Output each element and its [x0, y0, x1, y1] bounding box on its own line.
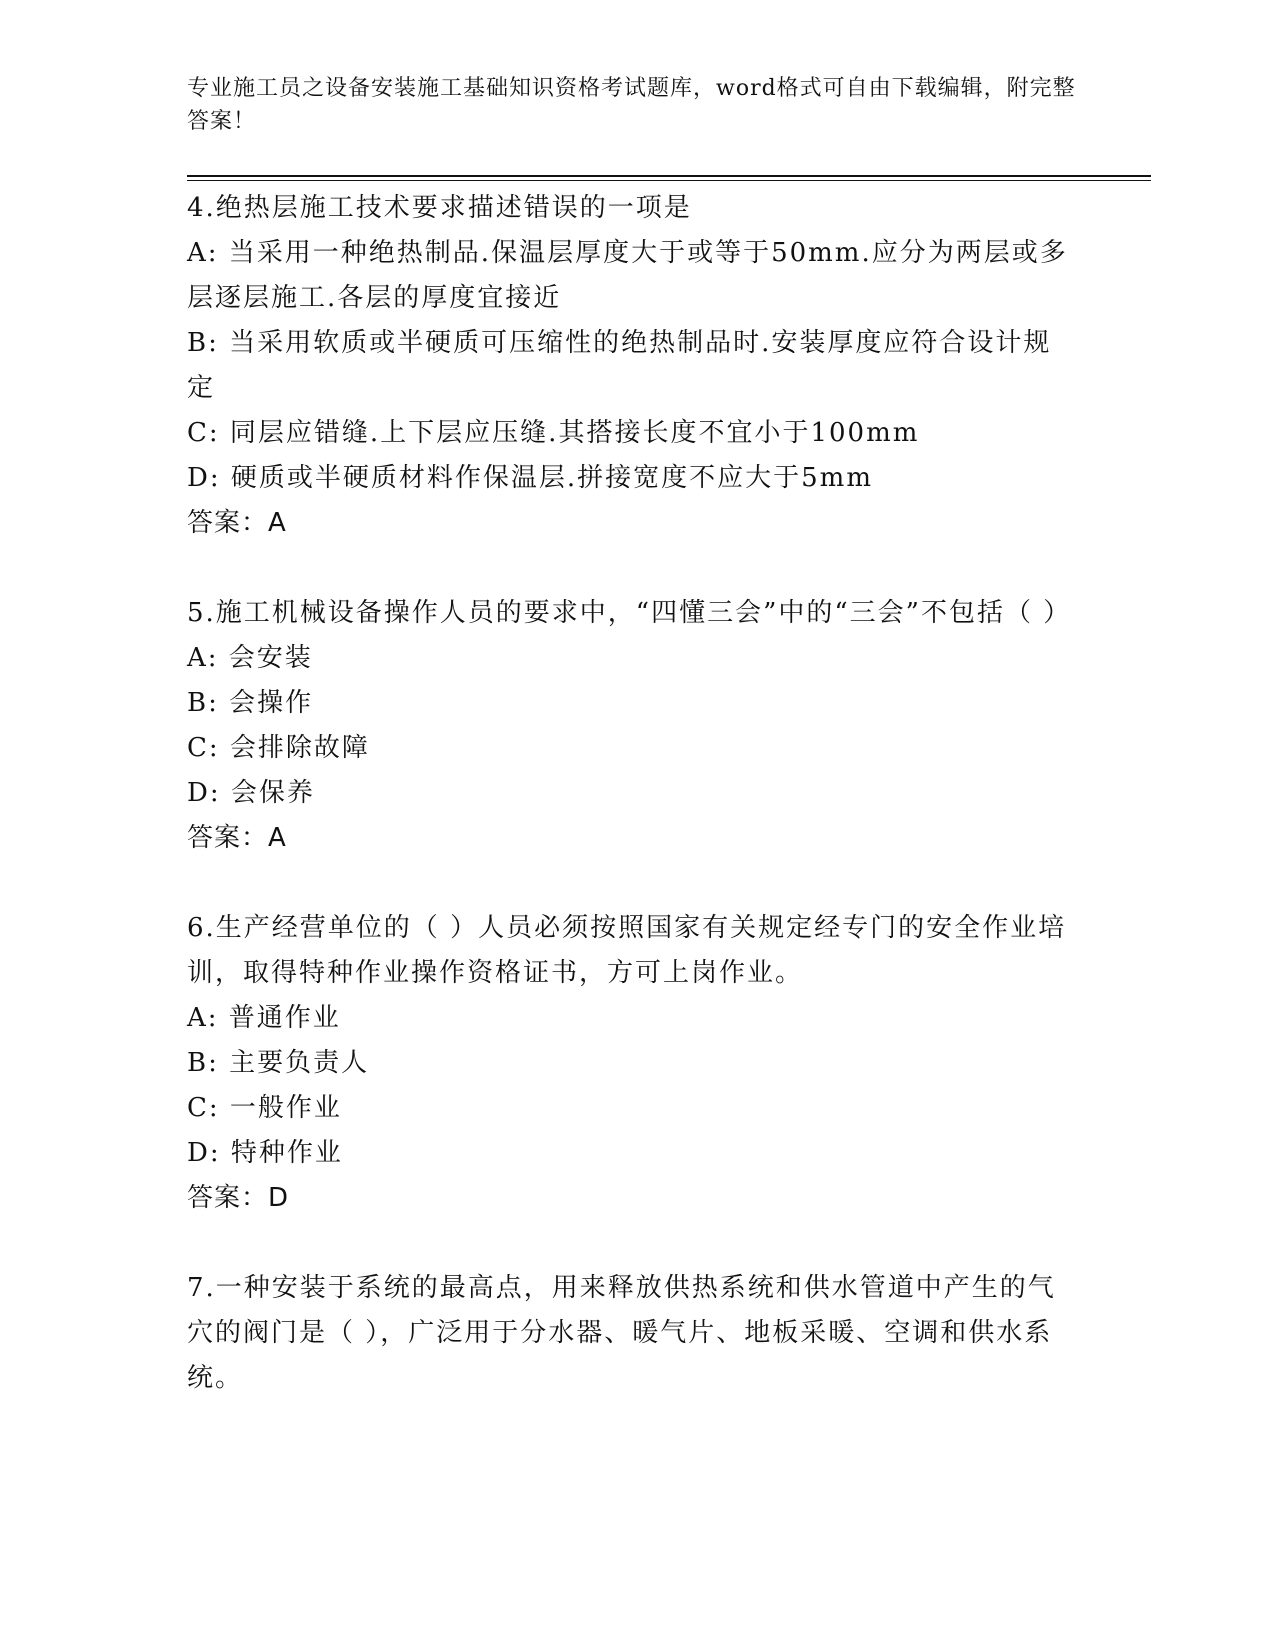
- option-a: A: 会安装: [187, 643, 313, 673]
- document-header: 专业施工员之设备安装施工基础知识资格考试题库，word格式可自由下载编辑，附完整答案！: [187, 76, 1076, 134]
- option-d: D: 特种作业: [187, 1138, 343, 1168]
- header-divider: [187, 175, 1151, 177]
- answer: 答案：A: [187, 823, 287, 853]
- question-stem: 4.绝热层施工技术要求描述错误的一项是: [187, 193, 692, 223]
- question-5: [187, 591, 1077, 861]
- question-list: [187, 186, 1077, 1401]
- question-7: [187, 1266, 1077, 1401]
- option-d: D: 会保养: [187, 778, 315, 808]
- option-a: A: 当采用一种绝热制品.保温层厚度大于或等于50mm.应分为两层或多层逐层施工.各层的厚度宜接近: [187, 238, 1068, 313]
- question-stem: 5.施工机械设备操作人员的要求中，“四懂三会”中的“三会”不包括（ ）: [187, 598, 1072, 628]
- option-c: C: 一般作业: [187, 1093, 342, 1123]
- option-b: B: 会操作: [187, 688, 314, 718]
- option-b: B: 主要负责人: [187, 1048, 370, 1078]
- option-b: B: 当采用软质或半硬质可压缩性的绝热制品时.安装厚度应符合设计规定: [187, 328, 1052, 403]
- question-stem: 7.一种安装于系统的最高点，用来释放供热系统和供水管道中产生的气穴的阀门是（ ），广泛用于分水器、暖气片、地板采暖、空调和供水系统。: [187, 1273, 1056, 1393]
- header-divider-thin: [187, 180, 1151, 181]
- question-6: [187, 906, 1077, 1221]
- option-a: A: 普通作业: [187, 1003, 341, 1033]
- answer: 答案：D: [187, 1183, 290, 1213]
- option-d: D: 硬质或半硬质材料作保温层.拼接宽度不应大于5mm: [187, 463, 873, 493]
- answer: 答案：A: [187, 508, 287, 538]
- question-stem: 6.生产经营单位的（ ）人员必须按照国家有关规定经专门的安全作业培训，取得特种作业操作资格证书，方可上岗作业。: [187, 913, 1067, 988]
- option-c: C: 同层应错缝.上下层应压缝.其搭接长度不宜小于100mm: [187, 418, 920, 448]
- question-4: [187, 186, 1077, 546]
- option-c: C: 会排除故障: [187, 733, 370, 763]
